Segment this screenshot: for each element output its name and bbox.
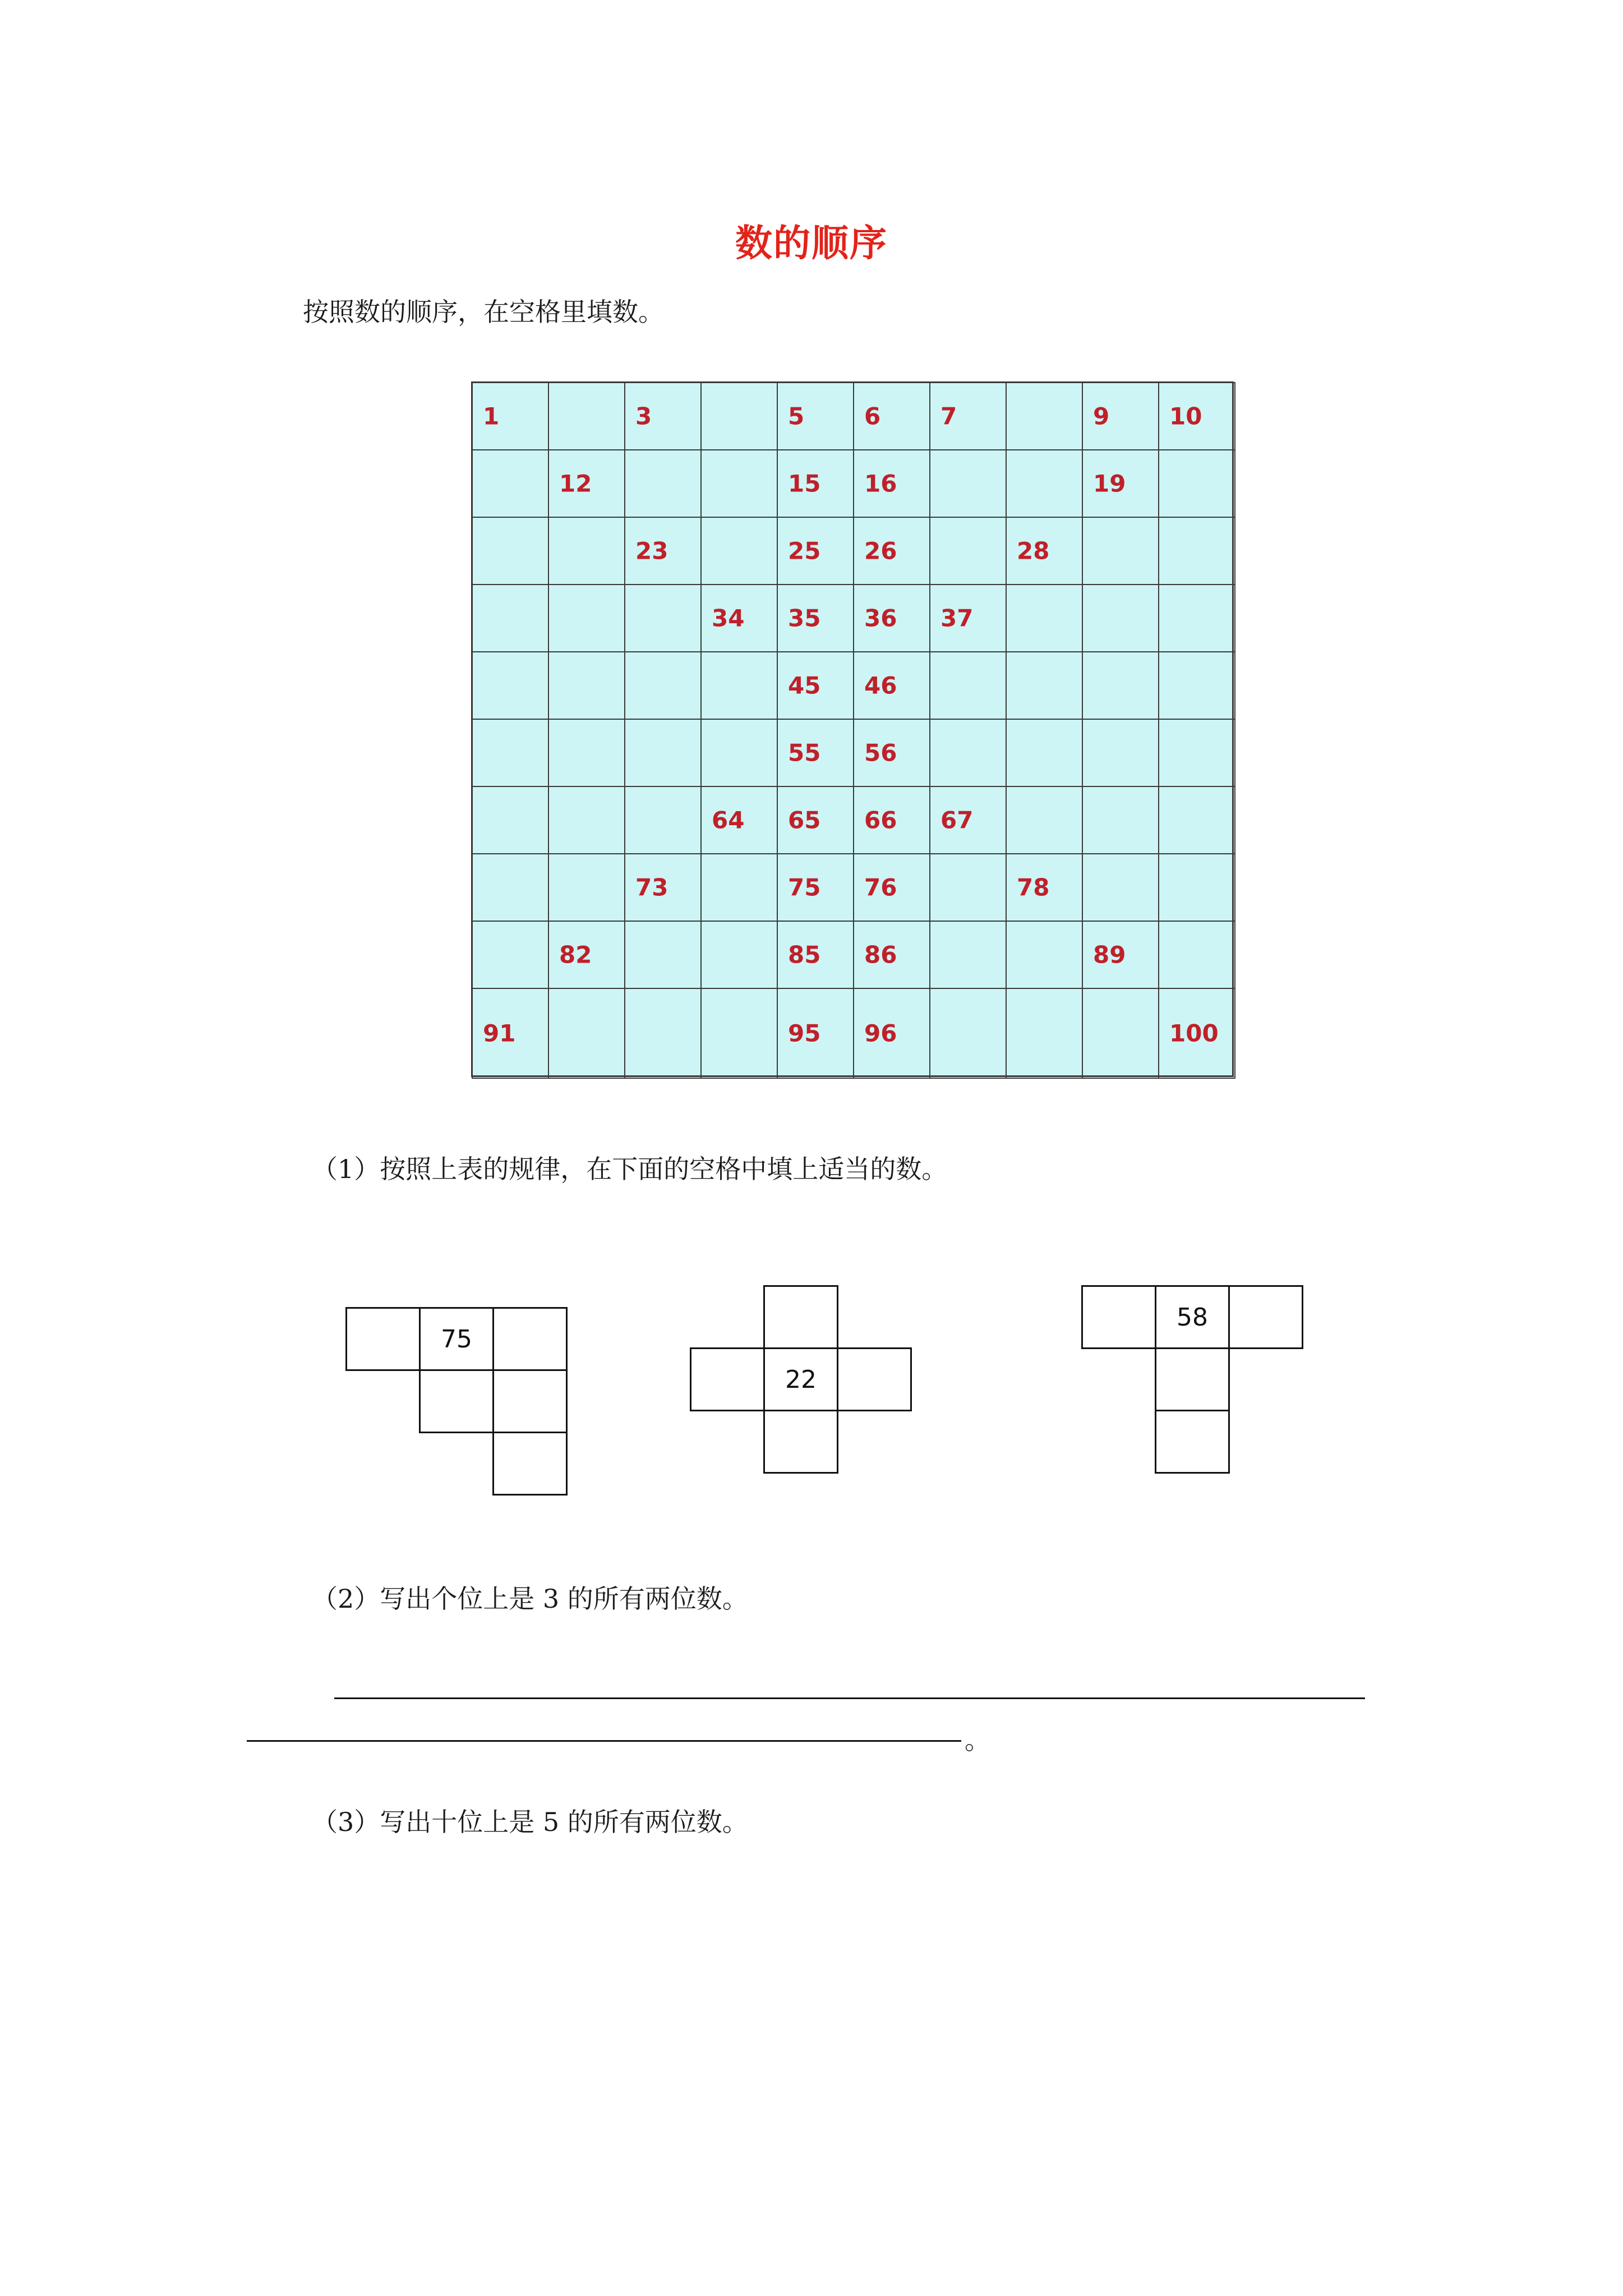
grid-cell bbox=[853, 584, 930, 652]
grid-cell bbox=[853, 517, 930, 585]
grid-number: 45 bbox=[788, 671, 821, 700]
grid-number: 34 bbox=[712, 604, 745, 632]
grid-cell bbox=[1158, 382, 1235, 450]
grid-cell bbox=[853, 786, 930, 854]
grid-number: 78 bbox=[1017, 873, 1050, 901]
answer-line-2[interactable] bbox=[247, 1740, 961, 1742]
grid-cell[interactable] bbox=[700, 921, 778, 989]
page-title: 数的顺序 bbox=[735, 222, 888, 265]
grid-cell[interactable] bbox=[472, 449, 549, 518]
grid-number: 56 bbox=[864, 739, 897, 767]
grid-cell[interactable] bbox=[624, 449, 702, 518]
grid-number: 82 bbox=[559, 941, 592, 969]
puzzle3-cell-below[interactable] bbox=[1155, 1347, 1230, 1411]
grid-cell[interactable] bbox=[624, 921, 702, 989]
grid-cell[interactable] bbox=[548, 651, 625, 720]
grid-number: 9 bbox=[1093, 402, 1110, 430]
grid-cell[interactable] bbox=[700, 449, 778, 518]
puzzle2-cell-right[interactable] bbox=[837, 1347, 912, 1411]
grid-cell[interactable] bbox=[1158, 786, 1235, 854]
grid-number: 67 bbox=[940, 806, 974, 834]
grid-cell[interactable] bbox=[1082, 853, 1159, 922]
grid-cell[interactable] bbox=[548, 517, 625, 585]
grid-cell[interactable] bbox=[1158, 719, 1235, 787]
grid-cell bbox=[1006, 853, 1083, 922]
grid-cell[interactable] bbox=[700, 382, 778, 450]
grid-number: 36 bbox=[864, 604, 897, 632]
grid-cell[interactable] bbox=[472, 921, 549, 989]
grid-cell[interactable] bbox=[548, 853, 625, 922]
grid-number: 95 bbox=[788, 1019, 821, 1047]
puzzle1-cell-right[interactable] bbox=[492, 1307, 568, 1371]
grid-cell bbox=[1158, 988, 1235, 1079]
grid-cell bbox=[777, 853, 854, 922]
grid-cell bbox=[472, 988, 549, 1079]
grid-cell bbox=[929, 382, 1007, 450]
grid-number: 3 bbox=[635, 402, 652, 430]
grid-cell bbox=[624, 517, 702, 585]
grid-number: 89 bbox=[1093, 941, 1126, 969]
grid-number: 25 bbox=[788, 537, 821, 565]
grid-number: 28 bbox=[1017, 537, 1050, 565]
grid-cell bbox=[1082, 921, 1159, 989]
grid-cell[interactable] bbox=[1158, 584, 1235, 652]
puzzle1-cell-below-right[interactable] bbox=[492, 1369, 568, 1433]
grid-number: 7 bbox=[940, 402, 957, 430]
grid-cell bbox=[853, 921, 930, 989]
grid-cell[interactable] bbox=[548, 719, 625, 787]
grid-cell bbox=[1082, 449, 1159, 518]
answer-line-1[interactable] bbox=[334, 1697, 1365, 1699]
grid-number: 46 bbox=[864, 671, 897, 700]
grid-cell[interactable] bbox=[472, 786, 549, 854]
grid-cell bbox=[853, 449, 930, 518]
grid-cell[interactable] bbox=[929, 449, 1007, 518]
grid-cell[interactable] bbox=[548, 988, 625, 1079]
grid-cell bbox=[777, 382, 854, 450]
grid-cell[interactable] bbox=[1082, 651, 1159, 720]
puzzle1-cell-below-center[interactable] bbox=[419, 1369, 494, 1433]
grid-number: 6 bbox=[864, 402, 881, 430]
puzzle1-value: 75 bbox=[441, 1324, 472, 1354]
grid-cell bbox=[777, 651, 854, 720]
grid-number: 10 bbox=[1169, 402, 1202, 430]
grid-number: 73 bbox=[635, 873, 668, 901]
puzzle1-cell-left[interactable] bbox=[345, 1307, 421, 1371]
grid-cell bbox=[929, 786, 1007, 854]
grid-number: 86 bbox=[864, 941, 897, 969]
grid-cell bbox=[777, 517, 854, 585]
grid-number: 35 bbox=[788, 604, 821, 632]
grid-cell[interactable] bbox=[548, 786, 625, 854]
grid-cell bbox=[929, 584, 1007, 652]
instruction-text: 按照数的顺序，在空格里填数。 bbox=[303, 297, 664, 327]
grid-cell[interactable] bbox=[1006, 382, 1083, 450]
grid-cell[interactable] bbox=[929, 651, 1007, 720]
grid-number: 15 bbox=[788, 470, 821, 498]
grid-number: 75 bbox=[788, 873, 821, 901]
grid-number: 12 bbox=[559, 470, 592, 498]
puzzle1-cell-center bbox=[419, 1307, 494, 1371]
puzzle1-cell-bottom-right[interactable] bbox=[492, 1432, 568, 1496]
grid-cell[interactable] bbox=[1158, 921, 1235, 989]
grid-cell[interactable] bbox=[472, 651, 549, 720]
grid-cell[interactable] bbox=[472, 517, 549, 585]
grid-cell bbox=[853, 988, 930, 1079]
grid-number: 26 bbox=[864, 537, 897, 565]
puzzle3-cell-right[interactable] bbox=[1228, 1285, 1303, 1349]
grid-cell[interactable] bbox=[700, 988, 778, 1079]
puzzle2-cell-center bbox=[763, 1347, 838, 1411]
grid-cell[interactable] bbox=[929, 921, 1007, 989]
grid-cell bbox=[624, 382, 702, 450]
grid-cell[interactable] bbox=[1006, 651, 1083, 720]
puzzle3-value: 58 bbox=[1177, 1303, 1208, 1332]
grid-number: 65 bbox=[788, 806, 821, 834]
grid-cell[interactable] bbox=[1006, 786, 1083, 854]
grid-cell bbox=[548, 449, 625, 518]
grid-cell[interactable] bbox=[1006, 584, 1083, 652]
grid-number: 85 bbox=[788, 941, 821, 969]
grid-cell bbox=[700, 786, 778, 854]
grid-cell[interactable] bbox=[548, 382, 625, 450]
grid-number: 55 bbox=[788, 739, 821, 767]
grid-cell bbox=[853, 853, 930, 922]
question-2: （2）写出个位上是 3 的所有两位数。 bbox=[312, 1584, 748, 1614]
grid-cell[interactable] bbox=[1082, 786, 1159, 854]
grid-number: 100 bbox=[1169, 1019, 1219, 1047]
grid-number: 91 bbox=[483, 1019, 516, 1047]
grid-cell bbox=[777, 921, 854, 989]
grid-cell[interactable] bbox=[700, 651, 778, 720]
puzzle3-cell-left[interactable] bbox=[1081, 1285, 1156, 1349]
grid-cell[interactable] bbox=[624, 988, 702, 1079]
grid-cell[interactable] bbox=[472, 719, 549, 787]
grid-number: 37 bbox=[940, 604, 974, 632]
grid-cell[interactable] bbox=[1082, 719, 1159, 787]
question-1: （1）按照上表的规律，在下面的空格中填上适当的数。 bbox=[312, 1154, 948, 1184]
puzzle2-value: 22 bbox=[785, 1365, 817, 1394]
grid-cell[interactable] bbox=[700, 517, 778, 585]
puzzle3-cell-center bbox=[1155, 1285, 1230, 1349]
grid-cell[interactable] bbox=[1006, 921, 1083, 989]
grid-cell[interactable] bbox=[624, 584, 702, 652]
grid-cell[interactable] bbox=[1006, 988, 1083, 1079]
grid-cell[interactable] bbox=[929, 853, 1007, 922]
grid-cell bbox=[1082, 382, 1159, 450]
grid-cell bbox=[777, 719, 854, 787]
grid-number: 23 bbox=[635, 537, 668, 565]
grid-cell[interactable] bbox=[700, 719, 778, 787]
grid-number: 5 bbox=[788, 402, 805, 430]
grid-cell bbox=[624, 853, 702, 922]
grid-cell[interactable] bbox=[472, 584, 549, 652]
grid-cell bbox=[472, 382, 549, 450]
grid-cell[interactable] bbox=[929, 517, 1007, 585]
grid-cell bbox=[853, 719, 930, 787]
answer-period: 。 bbox=[965, 1725, 990, 1755]
grid-number: 19 bbox=[1093, 470, 1126, 498]
grid-cell[interactable] bbox=[624, 719, 702, 787]
grid-cell bbox=[853, 382, 930, 450]
puzzle3-cell-bottom[interactable] bbox=[1155, 1410, 1230, 1474]
grid-cell[interactable] bbox=[1158, 651, 1235, 720]
grid-cell bbox=[777, 988, 854, 1079]
grid-cell bbox=[853, 651, 930, 720]
grid-cell bbox=[1006, 517, 1083, 585]
puzzle2-cell-left[interactable] bbox=[690, 1347, 765, 1411]
puzzle2-cell-bottom[interactable] bbox=[763, 1410, 838, 1474]
grid-cell[interactable] bbox=[1082, 988, 1159, 1079]
grid-cell[interactable] bbox=[700, 853, 778, 922]
grid-number: 66 bbox=[864, 806, 897, 834]
grid-cell bbox=[700, 584, 778, 652]
grid-cell bbox=[548, 921, 625, 989]
puzzle2-cell-top[interactable] bbox=[763, 1285, 838, 1349]
grid-cell[interactable] bbox=[624, 786, 702, 854]
grid-number: 16 bbox=[864, 470, 897, 498]
grid-cell[interactable] bbox=[1158, 517, 1235, 585]
grid-cell[interactable] bbox=[624, 651, 702, 720]
question-3: （3）写出十位上是 5 的所有两位数。 bbox=[312, 1807, 748, 1837]
grid-cell bbox=[777, 786, 854, 854]
grid-cell[interactable] bbox=[929, 988, 1007, 1079]
grid-number: 76 bbox=[864, 873, 897, 901]
grid-cell[interactable] bbox=[1006, 449, 1083, 518]
grid-number: 96 bbox=[864, 1019, 897, 1047]
grid-cell[interactable] bbox=[548, 584, 625, 652]
grid-number: 1 bbox=[483, 402, 500, 430]
grid-cell[interactable] bbox=[472, 853, 549, 922]
grid-cell[interactable] bbox=[1082, 584, 1159, 652]
grid-cell[interactable] bbox=[1006, 719, 1083, 787]
grid-cell bbox=[777, 584, 854, 652]
grid-cell[interactable] bbox=[1082, 517, 1159, 585]
grid-cell[interactable] bbox=[1158, 853, 1235, 922]
grid-cell[interactable] bbox=[929, 719, 1007, 787]
grid-cell[interactable] bbox=[1158, 449, 1235, 518]
grid-number: 64 bbox=[712, 806, 745, 834]
hundred-chart-grid bbox=[471, 381, 1234, 1077]
grid-cell bbox=[777, 449, 854, 518]
